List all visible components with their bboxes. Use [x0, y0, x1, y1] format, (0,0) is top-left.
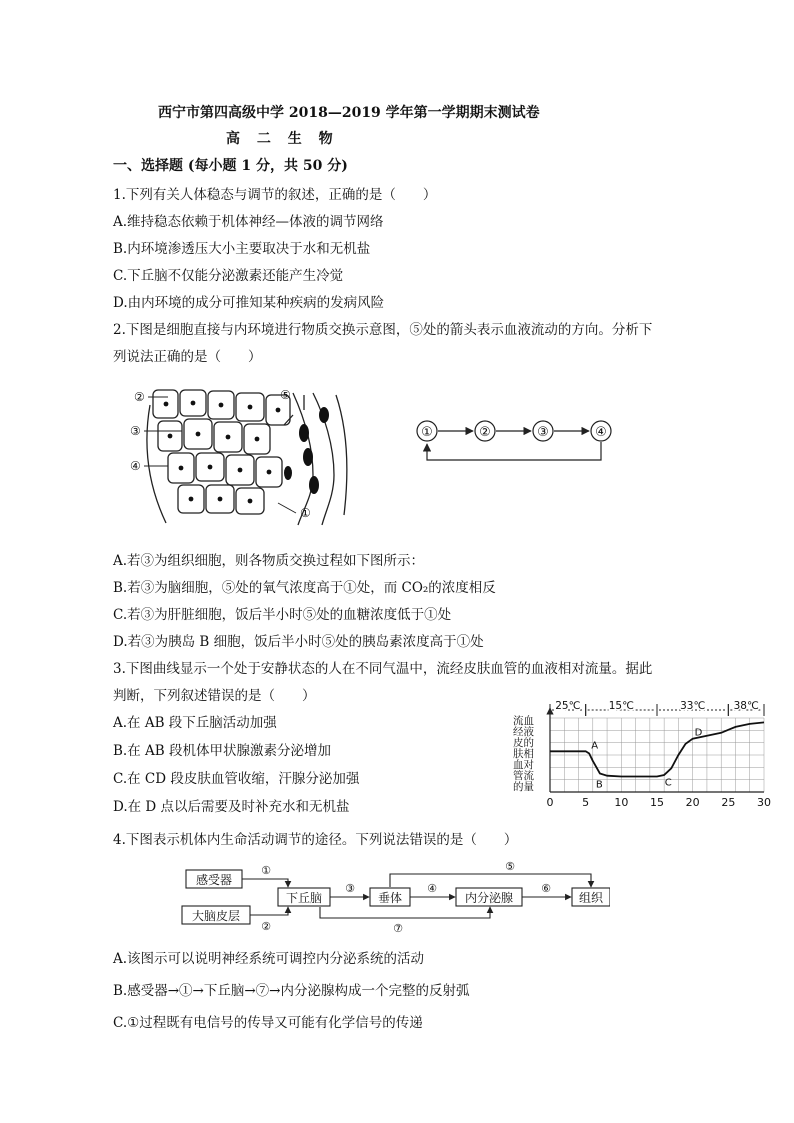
question-3-option-b: B.在 AB 段机体甲状腺激素分泌增加 — [113, 743, 331, 759]
chart-ylabel: 流血经液皮的 肤相血对管流 的量 — [513, 715, 534, 793]
arrow-label-4: ④ — [427, 882, 437, 895]
question-2-option-b: B.若③为脑细胞，⑤处的氧气浓度高于①处，而 CO₂的浓度相反 — [113, 580, 496, 596]
flow-node-1: ① — [421, 425, 433, 440]
svg-text:25℃: 25℃ — [555, 700, 581, 712]
chart-temperature-band — [550, 700, 586, 716]
box-receptor: 感受器 — [195, 873, 233, 887]
arrow-label-2: ② — [261, 920, 271, 933]
arrow-label-3: ③ — [345, 882, 355, 895]
question-3-stem: 3.下图曲线显示一个处于安静状态的人在不同气温中，流经皮肤血管的血液相对流量。据此 — [113, 661, 653, 677]
chart-temperature-band — [586, 700, 657, 716]
question-4-stem: 4.下图表示机体内生命活动调节的途径。下列说法错误的是（ ） — [113, 832, 518, 848]
question-4-option-b: B.感受器→①→下丘脑→⑦→内分泌腺构成一个完整的反射弧 — [113, 983, 470, 999]
question-4-option-c: C.①过程既有电信号的传导又可能有化学信号的传递 — [113, 1015, 423, 1031]
question-1-option-b: B.内环境渗透压大小主要取决于水和无机盐 — [113, 241, 371, 257]
box-endocrine-gland: 内分泌腺 — [464, 891, 514, 905]
arrow-label-6: ⑥ — [541, 882, 551, 895]
chart-x-tick: 5 — [582, 796, 590, 809]
chart-temperature-band — [728, 700, 764, 716]
chart-point-label: A — [591, 740, 599, 752]
flow-node-2: ② — [479, 425, 491, 440]
svg-text:38℃: 38℃ — [733, 700, 759, 712]
box-pituitary: 垂体 — [377, 891, 403, 905]
arrow-label-5: ⑤ — [505, 860, 515, 873]
question-4-option-a: A.该图示可以说明神经系统可调控内分泌系统的活动 — [113, 951, 425, 967]
question-2-option-d: D.若③为胰岛 B 细胞，饭后半小时⑤处的胰岛素浓度高于①处 — [113, 634, 484, 650]
chart-point-label: D — [694, 727, 703, 739]
tissue-label-5: ⑤ — [280, 388, 291, 402]
question-1-stem: 1.下列有关人体稳态与调节的叙述，正确的是（ ） — [113, 187, 437, 203]
tissue-label-4: ④ — [130, 459, 141, 473]
svg-text:33℃: 33℃ — [680, 700, 706, 712]
question-3-option-d: D.在 D 点以后需要及时补充水和无机盐 — [113, 799, 350, 815]
blood-flow-chart — [510, 700, 772, 810]
flow-node-3: ③ — [537, 425, 549, 440]
arrow-label-1: ① — [261, 864, 271, 877]
question-3-option-a: A.在 AB 段下丘脑活动加强 — [113, 715, 277, 731]
chart-x-tick: 25 — [721, 796, 736, 809]
question-2-stem: 2.下图是细胞直接与内环境进行物质交换示意图，⑤处的箭头表示血液流动的方向。分析下 — [113, 322, 653, 338]
chart-x-tick: 0 — [546, 796, 554, 809]
chart-x-tick: 10 — [614, 796, 629, 809]
question-3-option-c: C.在 CD 段皮肤血管收缩，汗腺分泌加强 — [113, 771, 360, 787]
chart-point-label: B — [595, 779, 603, 791]
subject-title: 高 二 生 物 — [226, 131, 339, 147]
flow-node-4: ④ — [595, 425, 607, 440]
chart-x-tick: 20 — [685, 796, 700, 809]
box-cortex: 大脑皮层 — [191, 909, 241, 923]
tissue-label-3: ③ — [130, 424, 141, 438]
question-1-option-d: D.由内环境的成分可推知某种疾病的发病风险 — [113, 295, 385, 311]
question-2-option-a: A.若③为组织细胞，则各物质交换过程如下图所示： — [113, 553, 425, 569]
chart-x-tick: 30 — [757, 796, 771, 809]
box-tissue: 组织 — [578, 891, 604, 905]
arrow-label-7: ⑦ — [393, 922, 403, 935]
tissue-label-1: ① — [300, 506, 311, 520]
svg-text:15℃: 15℃ — [608, 700, 634, 712]
tissue-label-2: ② — [134, 390, 145, 404]
box-hypothalamus: 下丘脑 — [285, 891, 323, 905]
exchange-flow-diagram — [405, 415, 620, 470]
section-heading: 一、选择题 (每小题 1 分，共 50 分) — [113, 158, 348, 174]
question-1-option-c: C.下丘脑不仅能分泌激素还能产生冷觉 — [113, 268, 344, 284]
chart-temperature-band — [657, 700, 728, 716]
regulation-pathway-diagram — [180, 858, 610, 938]
exam-title: 西宁市第四高级中学 2018—2019 学年第一学期期末测试卷 — [158, 105, 540, 121]
question-2-stem-cont: 列说法正确的是（ ） — [113, 349, 262, 365]
question-1-option-a: A.维持稳态依赖于机体神经—体液的调节网络 — [113, 214, 384, 230]
chart-point-label: C — [664, 777, 672, 789]
question-2-option-c: C.若③为肝脏细胞，饭后半小时⑤处的血糖浓度低于①处 — [113, 607, 452, 623]
chart-x-tick: 15 — [650, 796, 664, 809]
tissue-exchange-diagram — [128, 385, 358, 530]
question-3-stem-cont: 判断，下列叙述错误的是（ ） — [113, 688, 316, 704]
